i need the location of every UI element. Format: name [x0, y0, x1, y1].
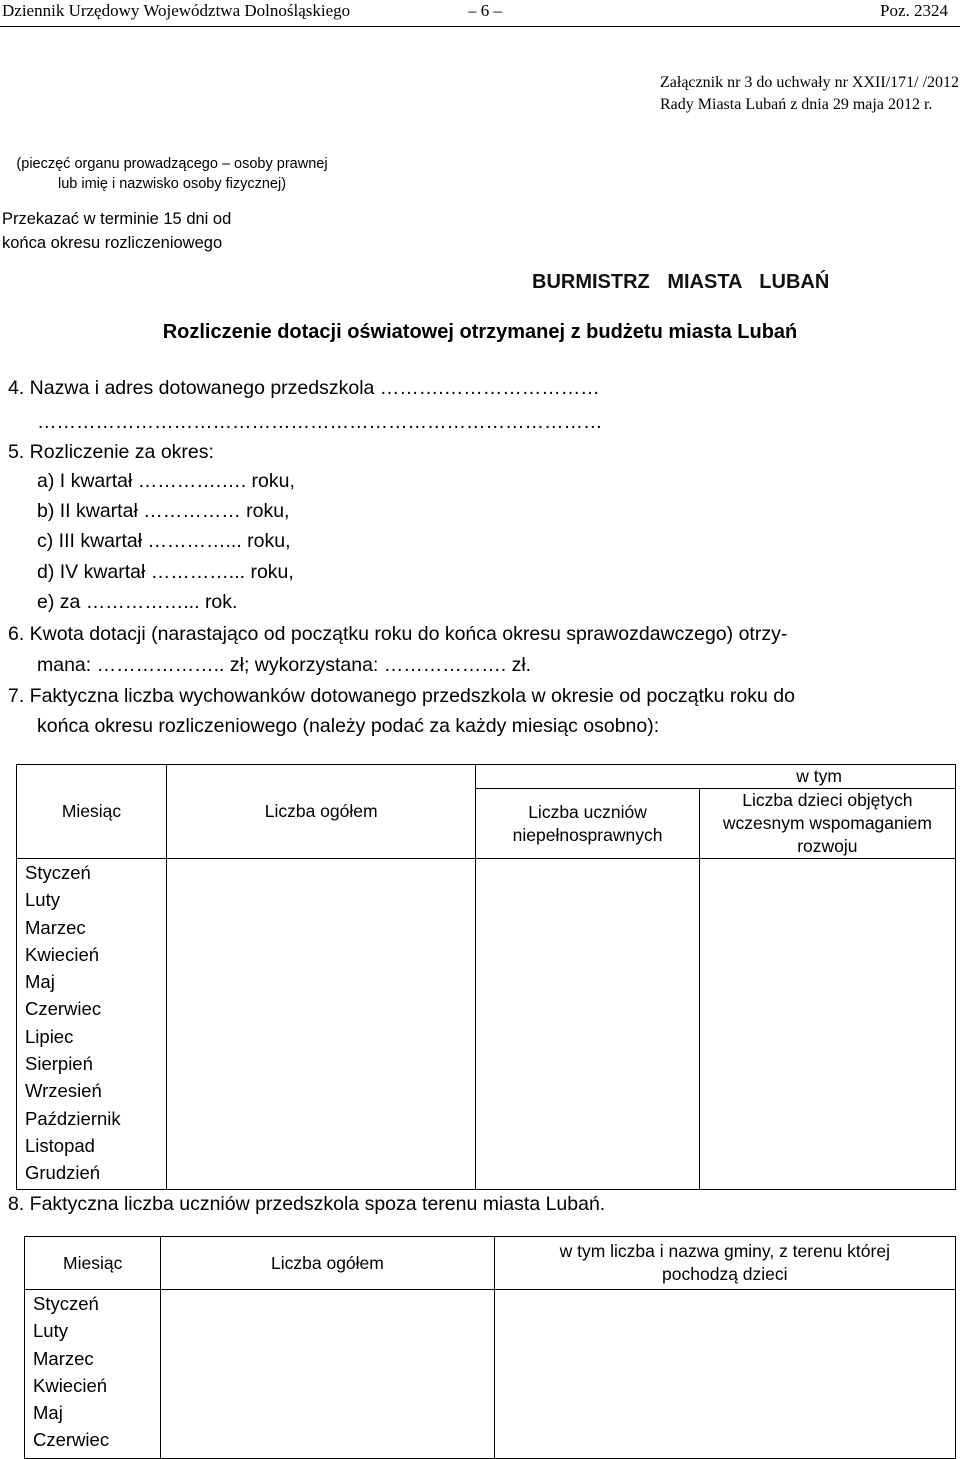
item-7-continuation: końca okresu rozliczeniowego (należy podać za każdy miesiąc osobno):: [37, 715, 660, 737]
seal-caption: [2, 154, 342, 194]
t1-month-8: Sierpień: [25, 1053, 93, 1075]
early-support-column[interactable]: [699, 859, 955, 1190]
position-number: Poz. 2324: [880, 1, 948, 20]
pupils-table: [16, 764, 956, 1190]
t1-month-4: Kwiecień: [25, 943, 100, 965]
header-total: Liczba ogółem: [167, 765, 476, 859]
header-early-support: Liczba dzieci objętych wczesnym wspomaganiem rozwoju: [699, 789, 955, 859]
t2-month-3: Marzec: [33, 1347, 94, 1369]
page-number: – 6 –: [468, 1, 502, 20]
t1-month-9: Wrzesień: [25, 1080, 102, 1102]
t1-month-10: Październik: [25, 1107, 121, 1129]
period-q2: b) II kwartał …………… roku,: [37, 500, 290, 522]
t2-header-month: Miesiąc: [25, 1237, 161, 1290]
t2-month-4: Kwiecień: [33, 1374, 108, 1396]
t2-month-6: Czerwiec: [33, 1429, 110, 1451]
t2-months-column: [25, 1290, 161, 1459]
t1-month-6: Czerwiec: [25, 998, 102, 1020]
t2-header-gmina: w tym liczba i nazwa gminy, z terenu której pochodzą dzieci: [494, 1237, 955, 1290]
t1-month-3: Marzec: [25, 916, 86, 938]
t1-month-5: Maj: [25, 971, 55, 993]
t2-month-2: Luty: [33, 1320, 68, 1342]
seal-line-2: lub imię i nazwisko osoby fizycznej): [57, 176, 287, 192]
deadline-line-2: końca okresu rozliczeniowego: [2, 234, 223, 252]
addressee: BURMISTRZ MIASTA LUBAŃ: [532, 271, 830, 293]
total-column[interactable]: [167, 859, 476, 1190]
item-4-continuation: ……………………………………………………………………………: [37, 411, 603, 433]
t1-month-12: Grudzień: [25, 1162, 101, 1184]
item-8: 8. Faktyczna liczba uczniów przedszkola spoza terenu miasta Lubań.: [8, 1193, 606, 1215]
disabled-column[interactable]: [476, 859, 700, 1190]
t1-month-7: Lipiec: [25, 1025, 74, 1047]
t2-month-1: Styczeń: [33, 1293, 99, 1314]
deadline-note: [2, 207, 231, 255]
t2-header-total: Liczba ogółem: [161, 1237, 494, 1290]
period-year: e) za ……………... rok.: [37, 591, 238, 613]
journal-name: Dziennik Urzędowy Województwa Dolnośląskiego: [2, 1, 351, 20]
t1-month-11: Listopad: [25, 1134, 95, 1156]
item-6: 6. Kwota dotacji (narastająco od początku roku do końca okresu sprawozdawczego) otrzy-: [8, 623, 788, 645]
annex-note: Załącznik nr 3 do uchwały nr XXII/171/ /2012 Rady Miasta Lubań z dnia 29 maja 2012 r.: [660, 74, 960, 113]
header-month: Miesiąc: [17, 765, 167, 859]
period-q3: c) III kwartał …………... roku,: [37, 530, 291, 552]
period-q4: d) IV kwartał …………... roku,: [37, 561, 294, 583]
months-column: [17, 859, 167, 1190]
item-6-continuation: mana: ……………….. zł; wykorzystana: ………………. zł.: [37, 654, 532, 676]
period-q1: a) I kwartał ………….…. roku,: [37, 470, 295, 492]
t2-month-5: Maj: [33, 1402, 63, 1424]
item-7: 7. Faktyczna liczba wychowanków dotowanego przedszkola w okresie od początku roku do: [8, 685, 795, 707]
deadline-line-1: Przekazać w terminie 15 dni od: [2, 210, 232, 228]
document-title: Rozliczenie dotacji oświatowej otrzymanej z budżetu miasta Lubań: [162, 321, 798, 343]
seal-line-1: (pieczęć organu prowadzącego – osoby prawnej: [16, 156, 328, 172]
item-4: 4. Nazwa i adres dotowanego przedszkola ……….……………………: [8, 377, 600, 399]
t2-total-column[interactable]: [161, 1290, 494, 1459]
header-disabled: Liczba uczniów niepełnosprawnych: [476, 789, 700, 859]
t1-month-1: Styczeń: [25, 862, 91, 883]
t2-gmina-column[interactable]: [494, 1290, 955, 1459]
header-w-tym: w tym: [476, 765, 956, 789]
t1-month-2: Luty: [25, 889, 60, 911]
item-5: 5. Rozliczenie za okres:: [8, 441, 214, 463]
outside-pupils-table: [24, 1236, 956, 1459]
header-rule: [0, 26, 960, 27]
